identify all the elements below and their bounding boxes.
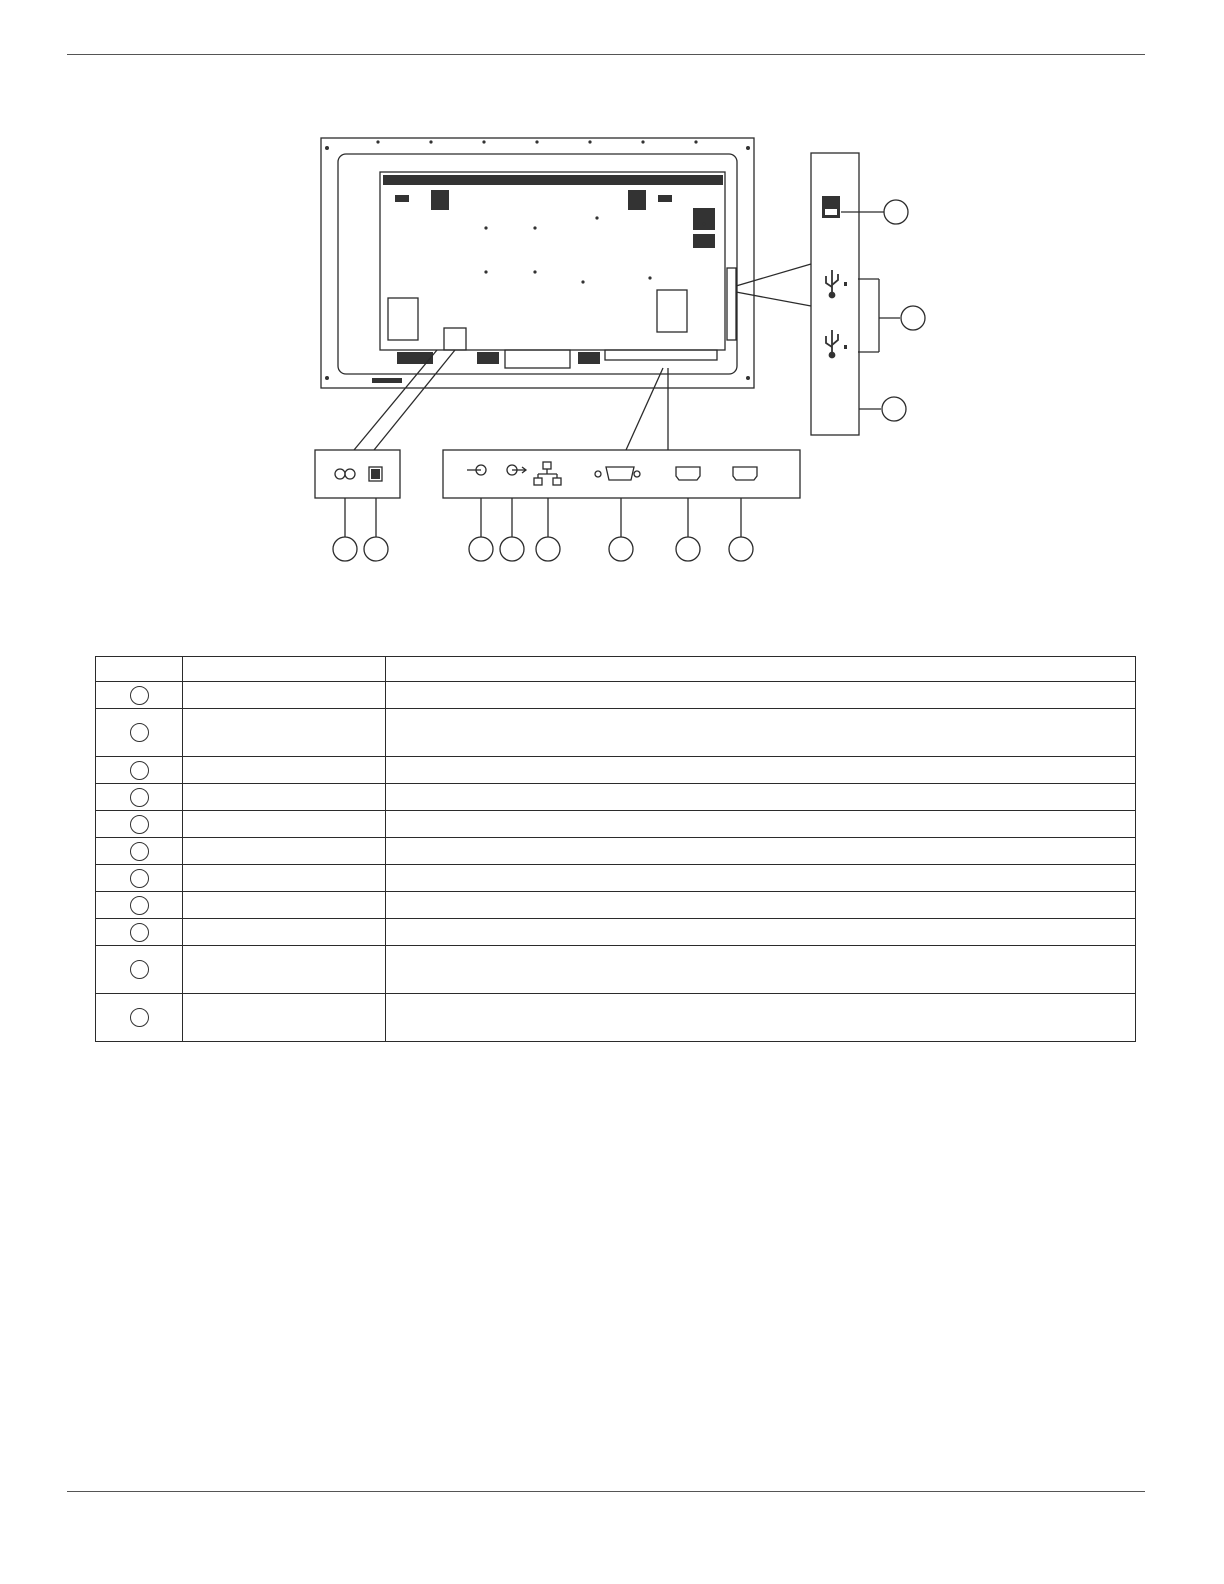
row-number-cell: [96, 892, 183, 919]
power-inset: [315, 450, 400, 498]
connector-name-cell: [183, 892, 386, 919]
callout-circle: [536, 537, 560, 561]
table-row: [96, 946, 1136, 994]
row-number-cell: [96, 682, 183, 709]
ir-out-icon: [507, 465, 526, 475]
callout-circle: [333, 537, 357, 561]
row-number-cell: [96, 757, 183, 784]
connector-name-cell: [183, 838, 386, 865]
description-cell: [386, 709, 1136, 757]
table-row: [96, 757, 1136, 784]
table-row: [96, 865, 1136, 892]
ac-in-socket: [345, 469, 355, 479]
callout-circle: [130, 923, 149, 942]
connector-name-cell: [183, 709, 386, 757]
connector-name-cell: [183, 865, 386, 892]
side-vent: [693, 234, 715, 248]
table-header-row: [96, 657, 1136, 682]
vga-port-icon: [595, 467, 640, 480]
power-block: [444, 328, 466, 350]
row-number-cell: [96, 946, 183, 994]
callout-circle: [130, 815, 149, 834]
callout-circle: [729, 537, 753, 561]
row-number-cell: [96, 919, 183, 946]
callout-circle: [130, 960, 149, 979]
connector-name-cell: [183, 757, 386, 784]
row-number-cell: [96, 709, 183, 757]
ir-in-icon: [467, 465, 486, 475]
bottom-vent: [578, 352, 600, 364]
connector-name-cell: [183, 682, 386, 709]
usb-icon: [826, 330, 847, 358]
handle-recess: [657, 290, 687, 332]
label-area: [388, 298, 418, 340]
row-number-cell: [96, 865, 183, 892]
vent-block: [658, 195, 672, 202]
vent-block: [628, 190, 646, 210]
connector-name-cell: [183, 994, 386, 1042]
description-cell: [386, 757, 1136, 784]
bottom-connector-strip: [605, 350, 717, 360]
bottom-vent: [372, 378, 402, 383]
rear-panel-diagram: [0, 0, 1224, 600]
table-row: [96, 919, 1136, 946]
connector-name-cell: [183, 946, 386, 994]
callout-circle: [901, 306, 925, 330]
row-number-cell: [96, 838, 183, 865]
table-row: [96, 994, 1136, 1042]
hdmi-port-icon: [733, 467, 757, 480]
description-cell: [386, 865, 1136, 892]
table-row: [96, 784, 1136, 811]
description-cell: [386, 838, 1136, 865]
callout-circle: [500, 537, 524, 561]
row-number-cell: [96, 994, 183, 1042]
bottom-vent: [477, 352, 499, 364]
io-inset: [443, 450, 800, 498]
callout-circle: [130, 788, 149, 807]
table-row: [96, 709, 1136, 757]
callout-circle: [882, 397, 906, 421]
callout-circle: [130, 723, 149, 742]
callout-circle: [130, 896, 149, 915]
connector-name-cell: [183, 811, 386, 838]
usb-icon: [826, 270, 847, 298]
description-cell: [386, 946, 1136, 994]
callout-circle: [130, 686, 149, 705]
connector-name-cell: [183, 784, 386, 811]
table-header-cell: [96, 657, 183, 682]
table-row: [96, 682, 1136, 709]
callout-circle: [676, 537, 700, 561]
description-cell: [386, 892, 1136, 919]
hdmi-port-icon: [676, 467, 700, 480]
table-row: [96, 892, 1136, 919]
bottom-io-recess: [505, 350, 570, 368]
description-cell: [386, 994, 1136, 1042]
network-icon: [534, 462, 561, 485]
callout-circle: [130, 761, 149, 780]
top-vent: [383, 175, 723, 185]
side-vent: [693, 208, 715, 230]
table-header-cell: [183, 657, 386, 682]
description-cell: [386, 682, 1136, 709]
callout-circle: [364, 537, 388, 561]
description-cell: [386, 811, 1136, 838]
sd-card-icon: [822, 196, 840, 218]
description-cell: [386, 784, 1136, 811]
row-number-cell: [96, 784, 183, 811]
ac-in-socket: [335, 469, 345, 479]
callout-circle: [469, 537, 493, 561]
display-inner-frame: [338, 154, 737, 374]
table-row: [96, 811, 1136, 838]
row-number-cell: [96, 811, 183, 838]
callout-circle: [609, 537, 633, 561]
vent-block: [395, 195, 409, 202]
callout-circle: [130, 842, 149, 861]
footer-rule: [67, 1491, 1145, 1492]
table-header-cell: [386, 657, 1136, 682]
callout-circle: [884, 200, 908, 224]
callout-circle: [130, 869, 149, 888]
io-table: [95, 656, 1136, 1042]
table-row: [96, 838, 1136, 865]
side-connector-strip: [727, 268, 736, 340]
connector-name-cell: [183, 919, 386, 946]
vent-block: [431, 190, 449, 210]
callout-circle: [130, 1008, 149, 1027]
description-cell: [386, 919, 1136, 946]
